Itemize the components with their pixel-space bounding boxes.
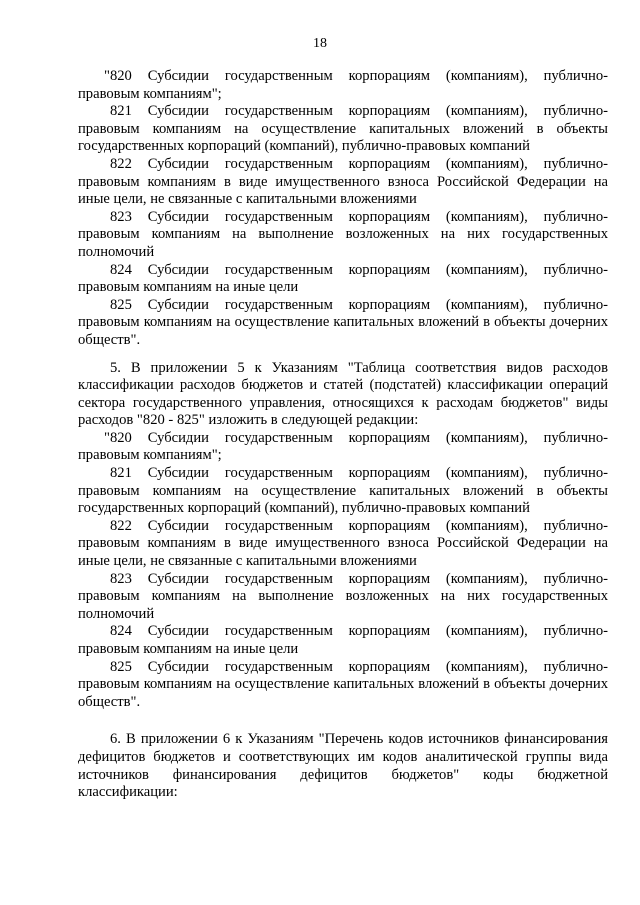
page-number: 18 xyxy=(313,36,327,51)
paragraph-822: 822 Субсидии государственным корпорациям (компаниям), публично-правовым компаниям в виде имущественного взноса Российской Федерации на иные цели, не связанные с капитальными вложениями xyxy=(78,155,608,208)
section-5-paragraph-820: "820 Субсидии государственным корпорациям (компаниям), публично-правовым компаниям"; xyxy=(78,429,608,464)
section-6-intro: 6. В приложении 6 к Указаниям "Перечень кодов источников финансирования дефицитов бюджетов и соответствующих им кодов аналитической группы вида источников финансирования дефицитов бюджетов" коды бюджетной классификации: xyxy=(78,731,608,801)
section-5-paragraph-824: 824 Субсидии государственным корпорациям (компаниям), публично-правовым компаниям на иные цели xyxy=(78,623,608,657)
paragraph-821: 821 Субсидии государственным корпорациям (компаниям), публично-правовым компаниям на осуществление капитальных вложений в объекты государственных корпораций (компаний), публично-правовых компаний xyxy=(78,103,608,155)
paragraph-820: "820 Субсидии государственным корпорациям (компаниям), публично-правовым компаниям"; xyxy=(78,68,608,102)
section-5-intro: 5. В приложении 5 к Указаниям "Таблица соответствия видов расходов классификации расходов бюджетов и статей (подстатей) классификации операций сектора государственного управления, относящихся к расходам бюджетов" виды расходов "820 - 825" изложить в следующей редакции: xyxy=(78,359,608,429)
section-5-paragraph-823: 823 Субсидии государственным корпорациям (компаниям), публично-правовым компаниям на выполнение возложенных на них государственных полномочий xyxy=(78,570,608,622)
paragraph-825: 825 Субсидии государственным корпорациям (компаниям), публично-правовым компаниям на осуществление капитальных вложений в объекты дочерних обществ". xyxy=(78,296,608,348)
paragraph-823: 823 Субсидии государственным корпорациям (компаниям), публично-правовым компаниям на выполнение возложенных на них государственных полномочий xyxy=(78,208,608,260)
section-5-paragraph-821: 821 Субсидии государственным корпорациям (компаниям), публично-правовым компаниям на осуществление капитальных вложений в объекты государственных корпораций (компаний), публично-правовых компаний xyxy=(78,465,608,517)
section-5-paragraph-822: 822 Субсидии государственным корпорациям (компаниям), публично-правовым компаниям в виде имущественного взноса Российской Федерации на иные цели, не связанные с капитальными вложениями xyxy=(78,517,608,570)
paragraph-824: 824 Субсидии государственным корпорациям (компаниям), публично-правовым компаниям на иные цели xyxy=(78,261,608,296)
section-6 xyxy=(78,731,608,801)
block-820-825-list xyxy=(78,68,608,350)
section-5 xyxy=(78,360,608,712)
section-5-paragraph-825: 825 Субсидии государственным корпорациям (компаниям), публично-правовым компаниям на осуществление капитальных вложений в объекты дочерних обществ". xyxy=(78,658,608,710)
document-body xyxy=(78,68,608,802)
